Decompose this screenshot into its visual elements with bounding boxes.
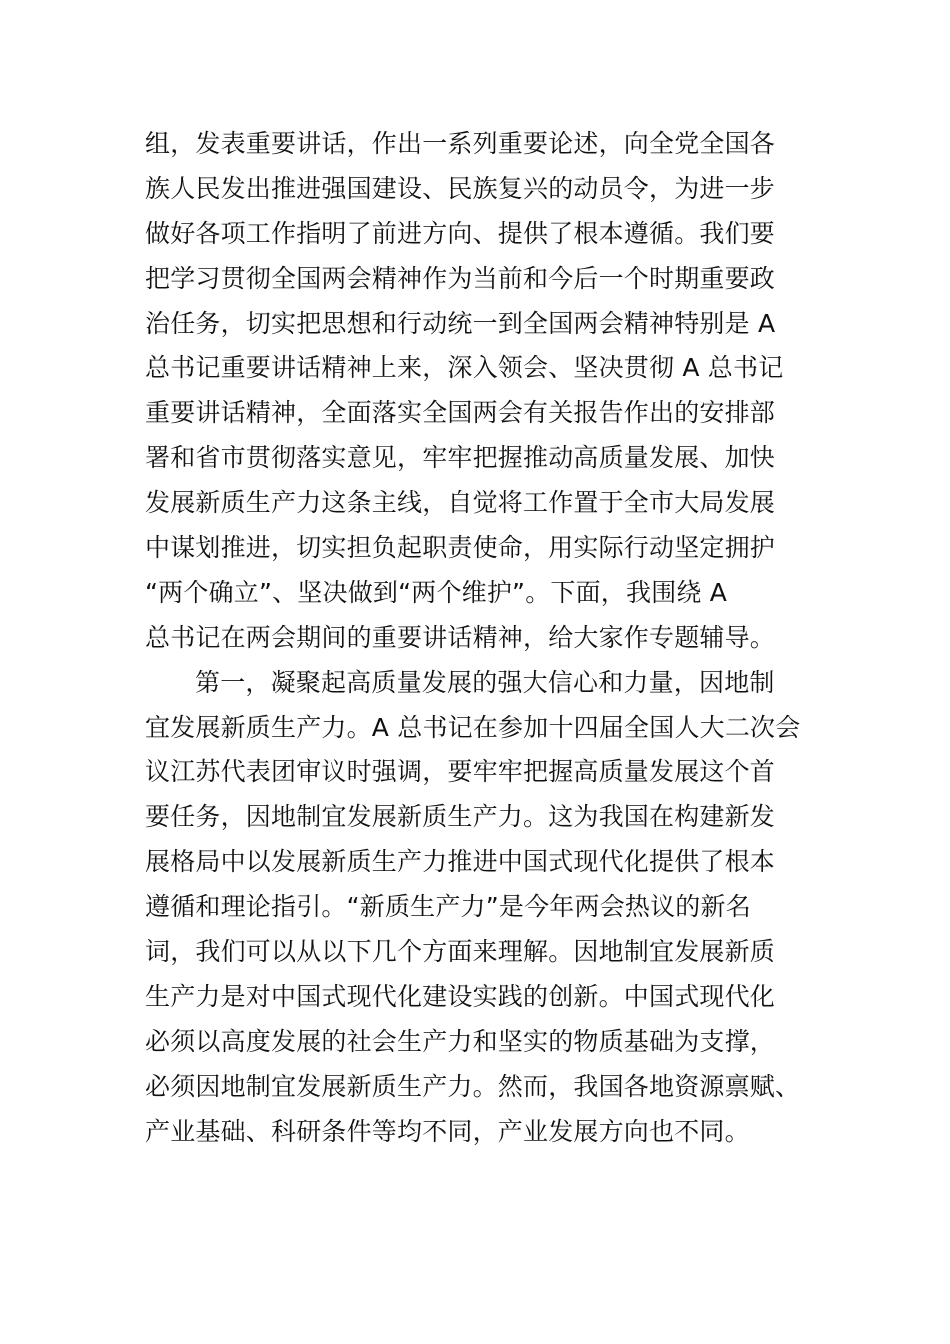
text-line: 词，我们可以从以下几个方面来理解。因地制宜发展新质 [145, 937, 776, 967]
text-line: 总书记重要讲话精神上来，深入领会、坚决贯彻 A 总书记 [145, 353, 784, 383]
paragraph-first-line: 第一，凝聚起高质量发展的强大信心和力量，因地制 [195, 667, 775, 697]
text-line: 做好各项工作指明了前进方向、提供了根本遵循。我们要 [145, 218, 776, 248]
text-line: 总书记在两会期间的重要讲话精神，给大家作专题辅导。 [145, 622, 776, 652]
text-line: 生产力是对中国式现代化建设实践的创新。中国式现代化 [145, 981, 776, 1011]
text-line: 把学习贯彻全国两会精神作为当前和今后一个时期重要政 [145, 263, 776, 293]
text-line: 发展新质生产力这条主线，自觉将工作置于全市大局发展 [145, 488, 776, 518]
text-line: 产业基础、科研条件等均不同，产业发展方向也不同。 [145, 1116, 750, 1146]
text-line: 组，发表重要讲话，作出一系列重要论述，向全党全国各 [145, 129, 776, 158]
text-line: 宜发展新质生产力。A 总书记在参加十四届全国人大二次会 [145, 712, 801, 742]
text-line: 族人民发出推进强国建设、民族复兴的动员令，为进一步 [145, 173, 776, 203]
text-line: 中谋划推进，切实担负起职责使命，用实际行动坚定拥护 [145, 533, 776, 563]
text-line: 必须以高度发展的社会生产力和坚实的物质基础为支撑， [145, 1026, 776, 1056]
text-line: 重要讲话精神，全面落实全国两会有关报告作出的安排部 [145, 398, 776, 428]
text-line: 遵循和理论指引。“新质生产力”是今年两会热议的新名 [145, 892, 751, 922]
text-line: 署和省市贯彻落实意见，牢牢把握推动高质量发展、加快 [145, 443, 776, 473]
text-line: 必须因地制宜发展新质生产力。然而，我国各地资源禀赋、 [145, 1071, 801, 1101]
text-line: 治任务，切实把思想和行动统一到全国两会精神特别是 A [145, 308, 776, 338]
text-line: 要任务，因地制宜发展新质生产力。这为我国在构建新发 [145, 802, 776, 832]
text-line: 展格局中以发展新质生产力推进中国式现代化提供了根本 [145, 847, 776, 877]
document-body [145, 122, 815, 1154]
text-line: “两个确立”、坚决做到“两个维护”。下面，我围绕 A [145, 577, 728, 607]
text-line: 议江苏代表团审议时强调，要牢牢把握高质量发展这个首 [145, 757, 776, 787]
